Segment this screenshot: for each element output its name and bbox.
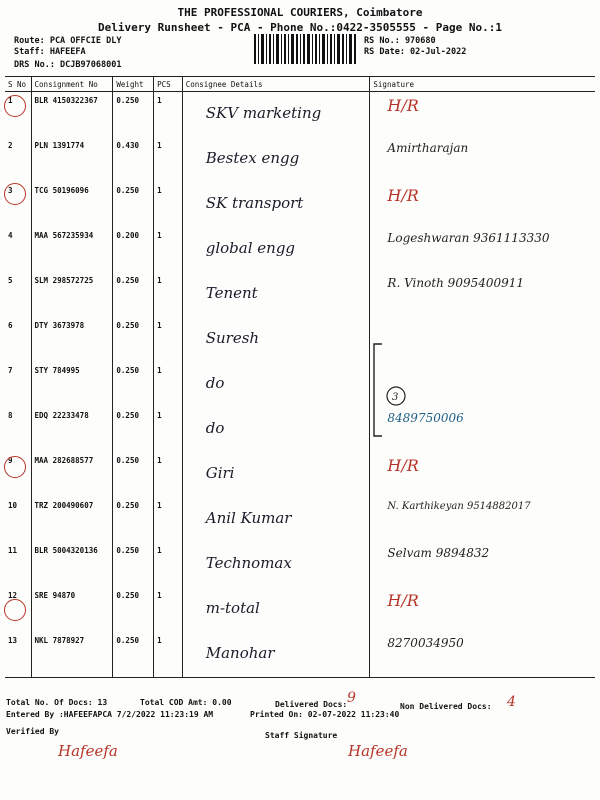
- row-consignee: [182, 542, 370, 587]
- row-consignment-no: SRE 94870: [31, 587, 113, 632]
- row-signature: [370, 272, 595, 317]
- table-row: [5, 182, 595, 227]
- non-delivered-docs-label: Non Delivered Docs:: [400, 702, 492, 711]
- row-pcs: 1: [154, 407, 183, 452]
- row-sno: 13: [5, 632, 31, 678]
- entered-by: Entered By :HAFEEFAPCA 7/2/2022 11:23:19 AM: [6, 710, 214, 719]
- table-row: [5, 542, 595, 587]
- row-pcs: 1: [154, 227, 183, 272]
- row-consignee: [182, 497, 370, 542]
- signature-handwriting: 8489750006: [387, 411, 464, 425]
- signature-handwriting: Selvam 9894832: [387, 546, 490, 560]
- row-signature: [370, 632, 595, 678]
- row-pcs: 1: [154, 92, 183, 138]
- row-sno: 10: [8, 501, 18, 510]
- row-weight: 0.250: [113, 632, 154, 678]
- row-consignee: [182, 227, 370, 272]
- row-consignment-no: MAA 567235934: [31, 227, 113, 272]
- table-row: [5, 632, 595, 678]
- table-row: [5, 272, 595, 317]
- sheet-subtitle: Delivery Runsheet - PCA - Phone No.:0422-3505555 - Page No.:1: [98, 21, 502, 34]
- row-weight: 0.250: [113, 362, 154, 407]
- row-weight: 0.250: [113, 317, 154, 362]
- row-signature: [370, 137, 595, 182]
- signature-handwriting: Logeshwaran 9361113330: [387, 231, 550, 245]
- sheet-title: THE PROFESSIONAL COURIERS, Coimbatore: [177, 6, 423, 19]
- row-pcs: 1: [154, 272, 183, 317]
- col-consignee-details: Consignee Details: [182, 77, 370, 92]
- row-pcs: 1: [154, 632, 183, 678]
- staff-signature-label: Staff Signature: [265, 731, 338, 740]
- consignee-handwriting: SKV marketing: [205, 104, 322, 122]
- consignee-handwriting: Technomax: [205, 554, 292, 572]
- consignee-handwriting: Tenent: [205, 284, 258, 302]
- table-header-row: [5, 77, 595, 92]
- total-cod: Total COD Amt: 0.00: [140, 698, 232, 707]
- row-pcs: 1: [154, 587, 183, 632]
- non-delivered-count: 4: [507, 694, 516, 710]
- row-signature: [370, 497, 595, 542]
- row-weight: 0.250: [113, 452, 154, 497]
- delivered-count: 9: [347, 690, 356, 706]
- signature-handwriting: H/R: [387, 96, 419, 115]
- row-consignee: [182, 137, 370, 182]
- row-pcs: 1: [154, 137, 183, 182]
- table-row: [5, 227, 595, 272]
- table-row: [5, 452, 595, 497]
- row-sno: 7: [8, 366, 13, 375]
- consignee-handwriting: SK transport: [205, 194, 304, 212]
- row-consignee: [182, 587, 370, 632]
- bracket-mark-label: 3: [392, 392, 399, 403]
- row-consignment-no: SLM 298572725: [31, 272, 113, 317]
- table-row: [5, 137, 595, 182]
- consignee-handwriting: do: [205, 374, 225, 392]
- row-consignee: [182, 452, 370, 497]
- signature-handwriting: Amirtharajan: [387, 141, 469, 155]
- barcode-image: [254, 34, 358, 64]
- consignment-table: [5, 76, 595, 678]
- signature-handwriting: 8270034950: [387, 636, 464, 650]
- row-signature: [370, 587, 595, 632]
- row-weight: 0.250: [113, 542, 154, 587]
- printed-on: Printed On: 02-07-2022 11:23:40: [250, 710, 400, 719]
- row-sno: 4: [8, 231, 13, 240]
- row-sno: 12: [8, 591, 18, 600]
- rs-number: RS No.: 970680: [364, 36, 436, 46]
- signature-handwriting: N. Karthikeyan 9514882017: [387, 501, 531, 512]
- row-consignment-no: EDQ 22233478: [31, 407, 113, 452]
- row-weight: 0.250: [113, 407, 154, 452]
- row-consignee: [182, 407, 370, 452]
- row-consignment-no: DTY 3673978: [31, 317, 113, 362]
- staff-signature: Hafeefa: [348, 742, 408, 760]
- consignee-handwriting: do: [205, 419, 225, 437]
- rs-date: RS Date: 02-Jul-2022: [364, 47, 467, 57]
- row-weight: 0.250: [113, 182, 154, 227]
- row-signature: [370, 92, 595, 138]
- row-consignment-no: BLR 5004320136: [31, 542, 113, 587]
- row-sno: 1: [8, 96, 13, 105]
- signature-handwriting: H/R: [387, 456, 419, 475]
- row-weight: 0.250: [113, 587, 154, 632]
- row-consignee: [182, 182, 370, 227]
- red-circle-mark: [4, 183, 26, 205]
- row-consignee: [182, 272, 370, 317]
- col-signature: Signature: [370, 77, 595, 92]
- row-pcs: 1: [154, 317, 183, 362]
- staff-label: Staff: HAFEEFA: [14, 47, 86, 57]
- row-sno: 6: [8, 321, 13, 330]
- signature-handwriting: H/R: [387, 186, 419, 205]
- red-circle-mark: [4, 95, 26, 117]
- consignee-handwriting: m-total: [205, 599, 260, 617]
- verified-by-label: Verified By: [6, 727, 59, 736]
- row-consignment-no: TRZ 200490607: [31, 497, 113, 542]
- col-weight: Weight: [113, 77, 154, 92]
- col-sno: S No: [5, 77, 31, 92]
- consignee-handwriting: Giri: [205, 464, 235, 482]
- signature-handwriting: R. Vinoth 9095400911: [387, 276, 525, 290]
- verifier-signature: Hafeefa: [58, 742, 118, 760]
- row-pcs: 1: [154, 362, 183, 407]
- row-sno: 8: [8, 411, 13, 420]
- row-pcs: 1: [154, 542, 183, 587]
- row-consignment-no: MAA 282688577: [31, 452, 113, 497]
- row-consignee: [182, 92, 370, 138]
- table-row: [5, 92, 595, 138]
- row-consignment-no: TCG 50196096: [31, 182, 113, 227]
- row-consignee: [182, 632, 370, 678]
- table-row: [5, 407, 595, 452]
- table-row: [5, 362, 595, 407]
- row-consignee: [182, 317, 370, 362]
- row-consignee: [182, 362, 370, 407]
- row-signature: [370, 452, 595, 497]
- delivered-docs-label: Delivered Docs:: [275, 700, 348, 709]
- row-sno: 9: [8, 456, 13, 465]
- table-row: [5, 587, 595, 632]
- total-docs: Total No. Of Docs: 13: [6, 698, 108, 707]
- signature-handwriting: H/R: [387, 591, 419, 610]
- row-sno: 11: [8, 546, 18, 555]
- route-label: Route: PCA OFFCIE DLY: [14, 36, 122, 46]
- row-weight: 0.250: [113, 497, 154, 542]
- row-signature: [370, 542, 595, 587]
- row-consignment-no: NKL 7878927: [31, 632, 113, 678]
- drs-number: DRS No.: DCJB97068001: [14, 60, 122, 70]
- consignee-handwriting: Anil Kumar: [205, 509, 292, 527]
- consignee-handwriting: Manohar: [205, 644, 275, 662]
- row-sno: 5: [8, 276, 13, 285]
- row-weight: 0.250: [113, 92, 154, 138]
- red-circle-mark: [4, 599, 26, 621]
- bracket-mark: [368, 340, 408, 440]
- row-consignment-no: PLN 1391774: [31, 137, 113, 182]
- row-pcs: 1: [154, 452, 183, 497]
- col-pcs: PCS: [154, 77, 183, 92]
- consignee-handwriting: Suresh: [205, 329, 260, 347]
- row-weight: 0.200: [113, 227, 154, 272]
- row-weight: 0.430: [113, 137, 154, 182]
- red-circle-mark: [4, 456, 26, 478]
- consignee-handwriting: Bestex engg: [205, 149, 300, 167]
- table-row: [5, 497, 595, 542]
- row-consignment-no: STY 784995: [31, 362, 113, 407]
- row-signature: [370, 182, 595, 227]
- row-pcs: 1: [154, 182, 183, 227]
- consignee-handwriting: global engg: [205, 239, 296, 257]
- table-row: [5, 317, 595, 362]
- row-weight: 0.250: [113, 272, 154, 317]
- row-sno: 3: [8, 186, 13, 195]
- row-sno: 2: [8, 141, 13, 150]
- row-signature: [370, 227, 595, 272]
- row-pcs: 1: [154, 497, 183, 542]
- col-consignment-no: Consignment No: [31, 77, 113, 92]
- row-consignment-no: BLR 4150322367: [31, 92, 113, 138]
